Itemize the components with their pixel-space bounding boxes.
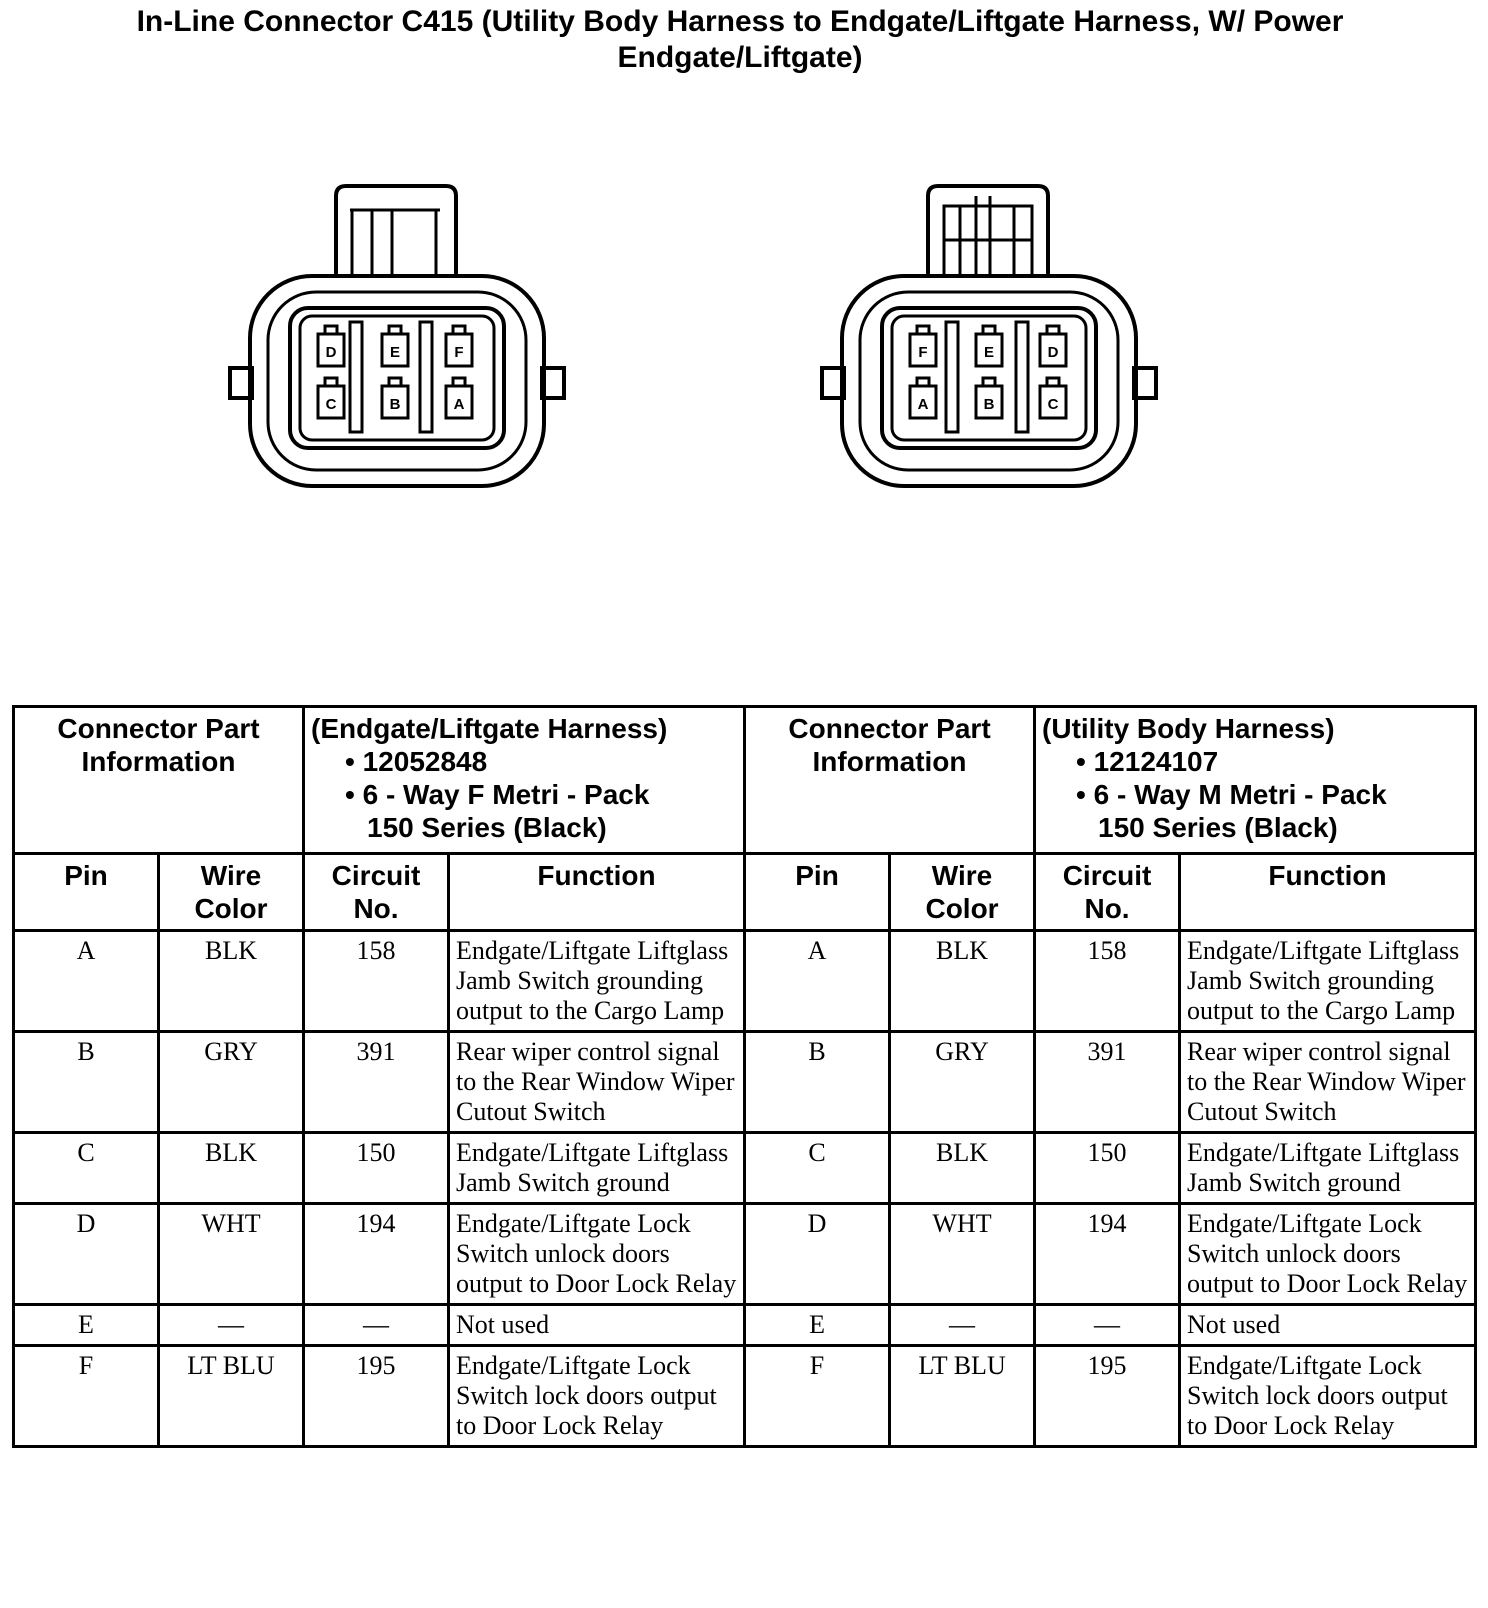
left-connector-face xyxy=(230,186,564,486)
column-header-row xyxy=(14,854,1476,931)
connector-type: • 6 - Way M Metri - Pack xyxy=(1076,779,1387,810)
circuit-number-cell: 194 xyxy=(1035,1204,1180,1305)
pinout-table xyxy=(12,705,1477,1448)
wire-color-cell: — xyxy=(890,1305,1035,1346)
table-row xyxy=(14,1305,1476,1346)
circuit-number-cell: 150 xyxy=(1035,1133,1180,1204)
pin-label: D xyxy=(325,344,337,361)
pin-label: B xyxy=(389,396,401,413)
pin-label: E xyxy=(389,344,401,361)
pin-cell: C xyxy=(745,1133,890,1204)
table-row xyxy=(14,1204,1476,1305)
column-header-function: Function xyxy=(449,854,745,931)
wire-color-cell: BLK xyxy=(159,1133,304,1204)
pin-label: D xyxy=(1047,344,1059,361)
pin-cell: B xyxy=(14,1032,159,1133)
wire-color-cell: LT BLU xyxy=(159,1346,304,1447)
pin-cell: D xyxy=(745,1204,890,1305)
column-header-pin: Pin xyxy=(745,854,890,931)
wire-color-cell: BLK xyxy=(890,931,1035,1032)
pin-label: F xyxy=(918,344,928,361)
pin-cell: E xyxy=(745,1305,890,1346)
pin-cell: B xyxy=(745,1032,890,1133)
pin-cell: A xyxy=(745,931,890,1032)
wire-color-cell: GRY xyxy=(890,1032,1035,1133)
connector-diagrams xyxy=(0,0,1488,560)
column-header-wire-color: Wire Color xyxy=(159,854,304,931)
pin-label: B xyxy=(983,396,995,413)
connector-part-info-left xyxy=(304,707,745,854)
function-cell: Endgate/Liftgate Liftglass Jamb Switch grounding output to the Cargo Lamp xyxy=(1180,931,1476,1032)
pin-cell: C xyxy=(14,1133,159,1204)
connector-part-info-right xyxy=(1035,707,1476,854)
column-header-wire-color: Wire Color xyxy=(890,854,1035,931)
function-cell: Rear wiper control signal to the Rear Window Wiper Cutout Switch xyxy=(449,1032,745,1133)
pin-cell: A xyxy=(14,931,159,1032)
column-header-function: Function xyxy=(1180,854,1476,931)
wire-color-cell: WHT xyxy=(890,1204,1035,1305)
table-row xyxy=(14,931,1476,1032)
harness-name: (Utility Body Harness) xyxy=(1042,713,1335,744)
connector-series: 150 Series (Black) xyxy=(1098,812,1338,843)
wire-color-cell: BLK xyxy=(159,931,304,1032)
function-cell: Endgate/Liftgate Liftglass Jamb Switch ground xyxy=(1180,1133,1476,1204)
circuit-number-cell: 195 xyxy=(304,1346,449,1447)
part-number: • 12124107 xyxy=(1076,746,1219,777)
pin-label: A xyxy=(453,396,465,413)
circuit-number-cell: 391 xyxy=(304,1032,449,1133)
pin-cell: F xyxy=(745,1346,890,1447)
pin-label: C xyxy=(1047,396,1059,413)
wire-color-cell: BLK xyxy=(890,1133,1035,1204)
function-cell: Endgate/Liftgate Liftglass Jamb Switch grounding output to the Cargo Lamp xyxy=(449,931,745,1032)
pin-cell: D xyxy=(14,1204,159,1305)
harness-name: (Endgate/Liftgate Harness) xyxy=(311,713,668,744)
connector-type: • 6 - Way F Metri - Pack xyxy=(345,779,650,810)
pin-label: F xyxy=(454,344,464,361)
table-row xyxy=(14,1346,1476,1447)
circuit-number-cell: 194 xyxy=(304,1204,449,1305)
function-cell: Endgate/Liftgate Lock Switch lock doors output to Door Lock Relay xyxy=(449,1346,745,1447)
pin-label: A xyxy=(917,396,929,413)
wire-color-cell: — xyxy=(159,1305,304,1346)
circuit-number-cell: 391 xyxy=(1035,1032,1180,1133)
pin-cell: E xyxy=(14,1305,159,1346)
function-cell: Not used xyxy=(1180,1305,1476,1346)
function-cell: Endgate/Liftgate Lock Switch unlock doors output to Door Lock Relay xyxy=(449,1204,745,1305)
function-cell: Endgate/Liftgate Liftglass Jamb Switch ground xyxy=(449,1133,745,1204)
function-cell: Not used xyxy=(449,1305,745,1346)
circuit-number-cell: 158 xyxy=(1035,931,1180,1032)
table-row xyxy=(14,1032,1476,1133)
function-cell: Endgate/Liftgate Lock Switch unlock doors output to Door Lock Relay xyxy=(1180,1204,1476,1305)
column-header-circuit: Circuit No. xyxy=(1035,854,1180,931)
wire-color-cell: WHT xyxy=(159,1204,304,1305)
circuit-number-cell: — xyxy=(1035,1305,1180,1346)
column-header-circuit: Circuit No. xyxy=(304,854,449,931)
connector-part-info-label-left: Connector Part Information xyxy=(14,707,304,854)
function-cell: Rear wiper control signal to the Rear Window Wiper Cutout Switch xyxy=(1180,1032,1476,1133)
circuit-number-cell: 158 xyxy=(304,931,449,1032)
pin-label: E xyxy=(983,344,995,361)
connector-series: 150 Series (Black) xyxy=(367,812,607,843)
pin-cell: F xyxy=(14,1346,159,1447)
connector-info-row xyxy=(14,707,1476,854)
column-header-pin: Pin xyxy=(14,854,159,931)
page-title: In-Line Connector C415 (Utility Body Harness to Endgate/Liftgate Harness, W/ Power Endgate/Liftgate) xyxy=(136,5,1344,74)
circuit-number-cell: — xyxy=(304,1305,449,1346)
circuit-number-cell: 195 xyxy=(1035,1346,1180,1447)
connector-part-info-label-right: Connector Part Information xyxy=(745,707,1035,854)
part-number: • 12052848 xyxy=(345,746,488,777)
wire-color-cell: LT BLU xyxy=(890,1346,1035,1447)
wire-color-cell: GRY xyxy=(159,1032,304,1133)
circuit-number-cell: 150 xyxy=(304,1133,449,1204)
pin-label: C xyxy=(325,396,337,413)
function-cell: Endgate/Liftgate Lock Switch lock doors output to Door Lock Relay xyxy=(1180,1346,1476,1447)
table-row xyxy=(14,1133,1476,1204)
right-connector-face xyxy=(822,186,1156,486)
